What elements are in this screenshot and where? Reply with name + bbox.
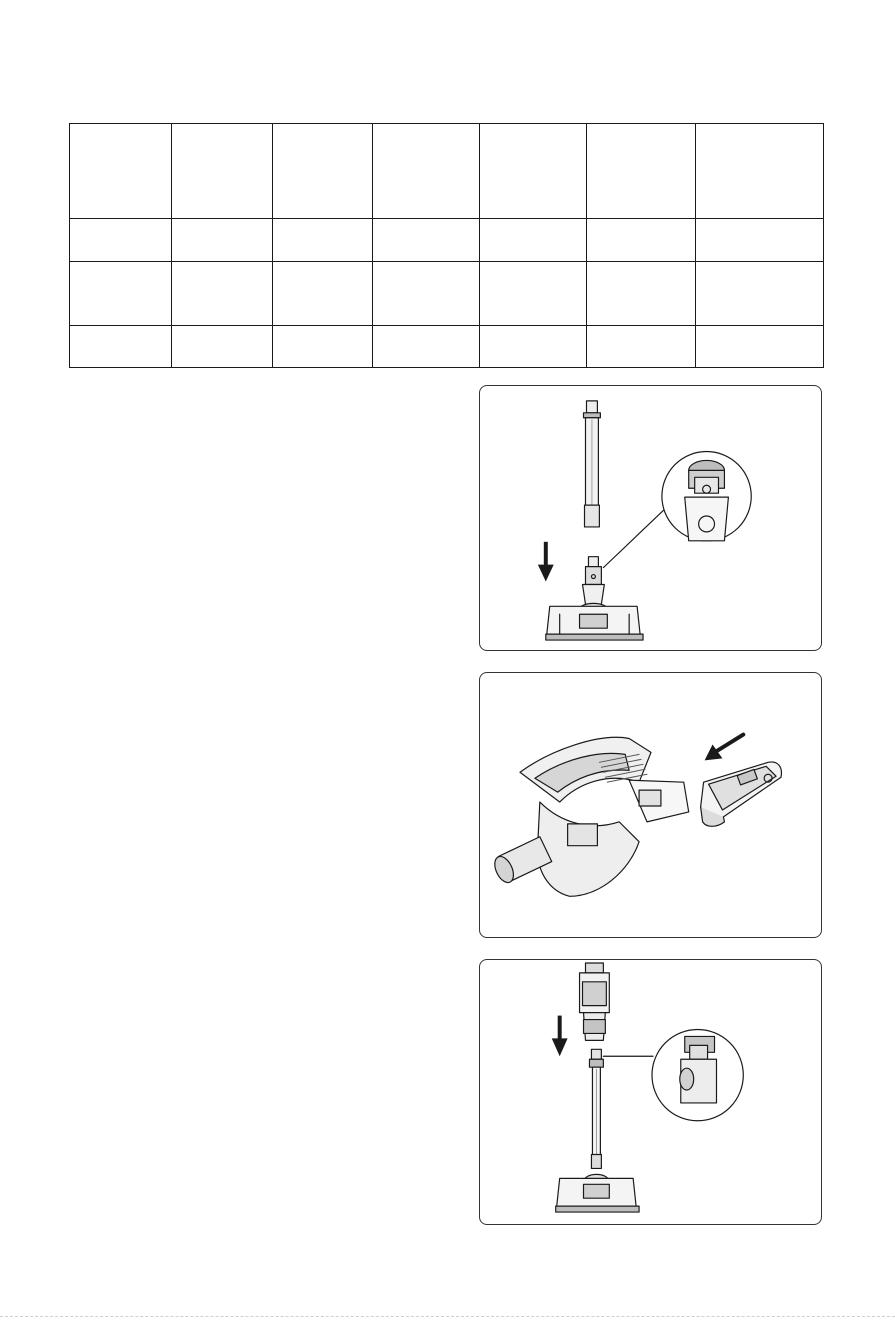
floor-brush — [546, 557, 643, 640]
table-row — [70, 124, 824, 219]
table-cell — [172, 219, 273, 262]
table-cell — [273, 219, 373, 262]
table-cell — [172, 124, 273, 219]
table-cell — [587, 219, 696, 262]
table-cell — [273, 262, 373, 326]
magnified-connector-callout — [662, 452, 751, 541]
extension-tube — [589, 1049, 603, 1168]
down-arrow-icon — [538, 542, 554, 582]
table-cell — [480, 124, 587, 219]
table-cell — [373, 124, 480, 219]
table-cell — [172, 262, 273, 326]
table-cell — [70, 124, 172, 219]
figure-panel-handheld-attachment — [479, 959, 822, 1225]
table-row — [70, 219, 824, 262]
table-cell — [480, 262, 587, 326]
table-cell — [373, 262, 480, 326]
battery-pack — [701, 762, 782, 826]
magnified-connector-callout — [652, 1029, 743, 1120]
table-cell — [696, 124, 824, 219]
table-cell — [373, 219, 480, 262]
table-cell — [273, 326, 373, 368]
table-cell — [587, 326, 696, 368]
table-cell — [273, 124, 373, 219]
callout-line — [603, 507, 667, 568]
figure-panel-battery-insertion — [479, 672, 822, 938]
extension-tube — [584, 401, 601, 527]
table-cell — [480, 326, 587, 368]
floor-brush — [556, 1174, 639, 1212]
table-row — [70, 326, 824, 368]
table-cell — [172, 326, 273, 368]
handheld-vacuum-body — [580, 963, 610, 1040]
table-cell — [587, 124, 696, 219]
handheld-attachment-illustration — [480, 960, 821, 1224]
page-edge-rule — [0, 1316, 895, 1317]
down-arrow-icon — [552, 1016, 568, 1057]
table-cell — [696, 326, 824, 368]
tube-assembly-illustration — [480, 386, 821, 650]
table-cell — [373, 326, 480, 368]
table-cell — [696, 219, 824, 262]
table-cell — [70, 219, 172, 262]
table-cell — [696, 262, 824, 326]
handheld-vacuum-body — [491, 737, 689, 896]
table-cell — [587, 262, 696, 326]
diagonal-arrow-icon — [705, 735, 744, 761]
battery-insertion-illustration — [480, 673, 821, 937]
figure-panel-tube-assembly — [479, 385, 822, 651]
table-cell — [70, 326, 172, 368]
table-cell — [480, 219, 587, 262]
spec-table — [69, 123, 824, 368]
table-row — [70, 262, 824, 326]
table-cell — [70, 262, 172, 326]
